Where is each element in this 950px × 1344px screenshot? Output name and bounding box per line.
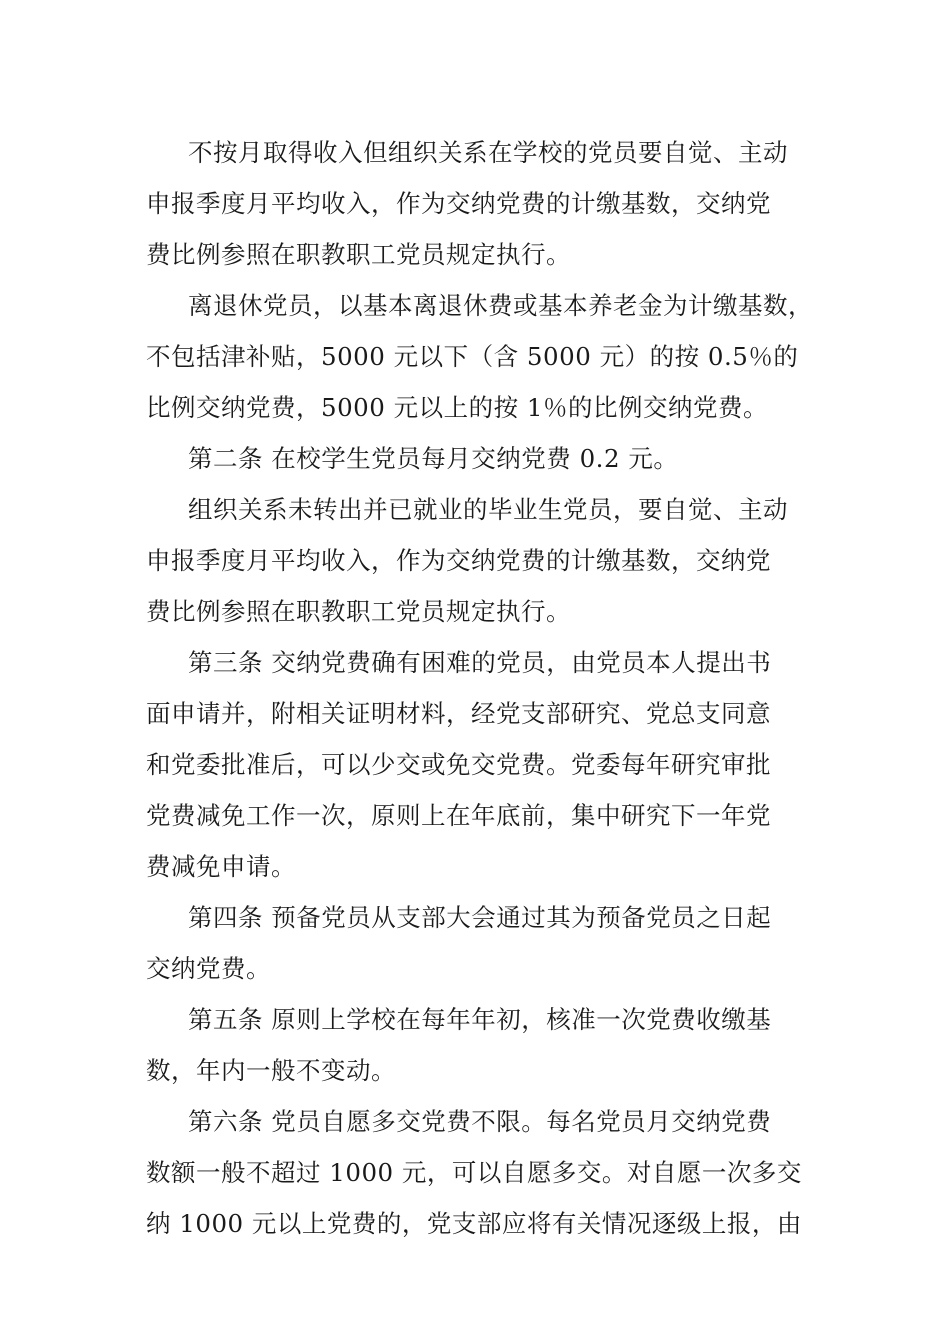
paragraph-article-4: 第四条 预备党员从支部大会通过其为预备党员之日起 交纳党费。 [146, 903, 772, 983]
paragraph-article-2: 第二条 在校学生党员每月交纳党费 0.2 元。 [188, 444, 679, 473]
paragraph-retired-members: 离退休党员，以基本离退休费或基本养老金为计缴基数， 不包括津补贴，5000 元以下（含 5000 元）的按 0.5％的 比例交纳党费，5000 元以上的按 1％的比例交纳党费。 [146, 291, 813, 422]
paragraph-article-3: 第三条 交纳党费确有困难的党员，由党员本人提出书 面申请并，附相关证明材料，经党支部研究、党总支同意 和党委批准后，可以少交或免交党费。党委每年研究审批 党费减免工作一次，原则上在年底前，集中研究下一年党 费减免申请。 [146, 648, 772, 881]
paragraph-graduate-members: 组织关系未转出并已就业的毕业生党员，要自觉、主动 申报季度月平均收入，作为交纳党费的计缴基数，交纳党 费比例参照在职教职工党员规定执行。 [146, 495, 788, 626]
document-body [146, 127, 816, 1249]
paragraph-income-declaration: 不按月取得收入但组织关系在学校的党员要自觉、主动 申报季度月平均收入，作为交纳党费的计缴基数，交纳党 费比例参照在职教职工党员规定执行。 [146, 138, 788, 269]
paragraph-article-5: 第五条 原则上学校在每年年初，核准一次党费收缴基 数，年内一般不变动。 [146, 1005, 772, 1085]
paragraph-article-6: 第六条 党员自愿多交党费不限。每名党员月交纳党费 数额一般不超过 1000 元，可以自愿多交。对自愿一次多交 纳 1000 元以上党费的，党支部应将有关情况逐级上报，由 [146, 1107, 802, 1238]
